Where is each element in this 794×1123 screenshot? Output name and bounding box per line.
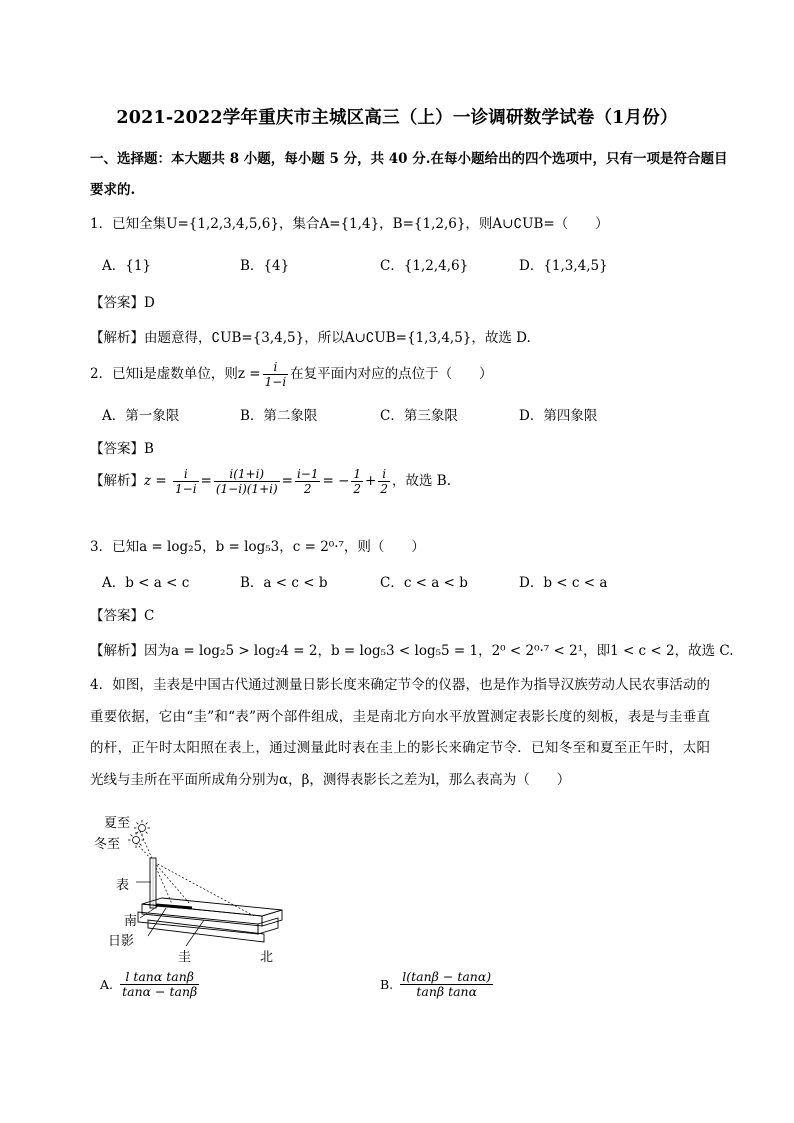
- q4-option-a: [100, 970, 201, 999]
- q4-option-b: [380, 970, 495, 999]
- q2-analysis-frac-1: [173, 467, 199, 496]
- label-shadow: 日影: [108, 934, 135, 949]
- label-summer-solstice: 夏至: [104, 816, 131, 831]
- label-north: 北: [260, 950, 274, 965]
- q2-option-b: B．第二象限: [240, 408, 318, 424]
- frac-num: 1: [353, 467, 362, 481]
- q1-option-c: C．{1,2,4,6}: [380, 258, 469, 274]
- q3-stem: 3．已知a = log₂5，b = log₅3，c = 2⁰·⁷，则（ ）: [90, 539, 425, 555]
- frac-num: i(1+i): [214, 467, 280, 482]
- q2-option-c: C．第三象限: [380, 408, 458, 424]
- q2-option-a: A．第一象限: [102, 408, 180, 424]
- q2-stem-pre: 2．已知i是虚数单位，则z =: [90, 366, 261, 382]
- frac-num: l tanα tanβ: [120, 970, 199, 985]
- q2-analysis-z: z =: [144, 473, 167, 489]
- label-south: 南: [124, 914, 138, 929]
- frac-den: 2: [303, 482, 312, 496]
- q3-option-a: A．b < a < c: [102, 575, 190, 591]
- gnomon-figure: [94, 812, 294, 976]
- q1-option-d: D．{1,3,4,5}: [519, 258, 608, 274]
- q2-answer: 【答案】B: [90, 441, 154, 457]
- q1-analysis: 【解析】由题意得，∁UB={3,4,5}，所以A∪∁UB={1,3,4,5}，故选 D.: [90, 330, 531, 346]
- section-heading-line1: 一、选择题：本大题共 8 小题，每小题 5 分，共 40 分.在每小题给出的四个选项中，只有一项是符合题目: [90, 151, 728, 167]
- q2-option-d: D．第四象限: [519, 408, 598, 424]
- q3-analysis: 【解析】因为a = log₂5 > log₂4 = 2，b = log₅3 < log₅5 = 1，2⁰ < 2⁰·⁷ < 2¹，即1 < c < 2，故选 C.: [90, 643, 734, 659]
- frac-num: i: [378, 467, 390, 482]
- q1-option-a: A．{1}: [102, 258, 152, 274]
- frac-num: i: [173, 467, 199, 482]
- frac-num: i−1: [296, 467, 319, 481]
- section-heading-line2: 要求的.: [90, 182, 136, 198]
- q1-answer: 【答案】D: [90, 295, 155, 311]
- q3-option-c: C．c < a < b: [380, 575, 468, 591]
- q4-stem: 4．如图，圭表是中国古代通过测量日影长度来确定节令的仪器，也是作为指导汉族劳动人民农事活动的重要依据，它由“圭”和“表”两个部件组成，圭是南北方向水平放置测定表影长度的刻板，表是与圭垂直的杆，正午时太阳照在表上，通过测量此时表在圭上的影长来确定节令．已知冬至和夏至正午时，太阳光线与圭所在平面所成角分别为α，β，测得表影长之差为l，那么表高为（ ）: [90, 677, 710, 788]
- frac-den: 2: [353, 482, 362, 496]
- q2-stem: [90, 360, 493, 389]
- label-gnomon: 表: [116, 878, 130, 893]
- label-winter-solstice: 冬至: [94, 837, 121, 852]
- frac-den: 1−i: [175, 482, 197, 496]
- q1-stem: 1．已知全集U={1,2,3,4,5,6}，集合A={1,4}，B={1,2,6}，则A∪∁UB=（ ）: [90, 216, 609, 232]
- q2-analysis-label: 【解析】: [90, 473, 144, 489]
- frac-den: (1−i)(1+i): [215, 482, 278, 496]
- q2-stem-post: 在复平面内对应的点位于（ ）: [290, 366, 493, 382]
- q3-option-b: B．a < c < b: [240, 575, 328, 591]
- q2-analysis-frac-4: [351, 467, 363, 496]
- frac-num: l(tanβ − tanα): [402, 969, 492, 984]
- q2-analysis-frac-3: [295, 467, 321, 496]
- q2-analysis: 【解析】z = $\frac{i}{1-i}$ = $\frac{i(1+i)}{(1-i)(1+i)}$ = $\frac{i-1}{2}$ = − $\frac{1}{2}$ + $\frac{i}{2}$ ，故选 B.: [90, 467, 452, 496]
- q2-analysis-frac-5: [378, 467, 390, 496]
- label-gui: 圭: [178, 950, 192, 965]
- q2-fraction: [263, 360, 289, 389]
- q2-frac-den: 1−i: [264, 375, 287, 389]
- q3-option-d: D．b < c < a: [519, 575, 608, 591]
- q2-analysis-end: ，故选 B.: [392, 473, 452, 489]
- page-title: 2021-2022学年重庆市主城区高三（上）一诊调研数学试卷（1月份）: [116, 108, 678, 128]
- q4-option-b-fraction: [400, 970, 493, 999]
- frac-den: 2: [380, 482, 388, 496]
- q3-answer: 【答案】C: [90, 608, 155, 624]
- q2-analysis-frac-2: [214, 467, 280, 496]
- q2-frac-num: i: [263, 360, 289, 375]
- frac-den: tanα − tanβ: [122, 984, 198, 999]
- q4-option-a-fraction: [120, 970, 199, 999]
- q1-option-b: B．{4}: [240, 258, 290, 274]
- q4-option-a-label: A.: [100, 977, 114, 992]
- frac-den: tanβ tanα: [416, 984, 478, 999]
- q4-option-b-label: B.: [380, 977, 394, 992]
